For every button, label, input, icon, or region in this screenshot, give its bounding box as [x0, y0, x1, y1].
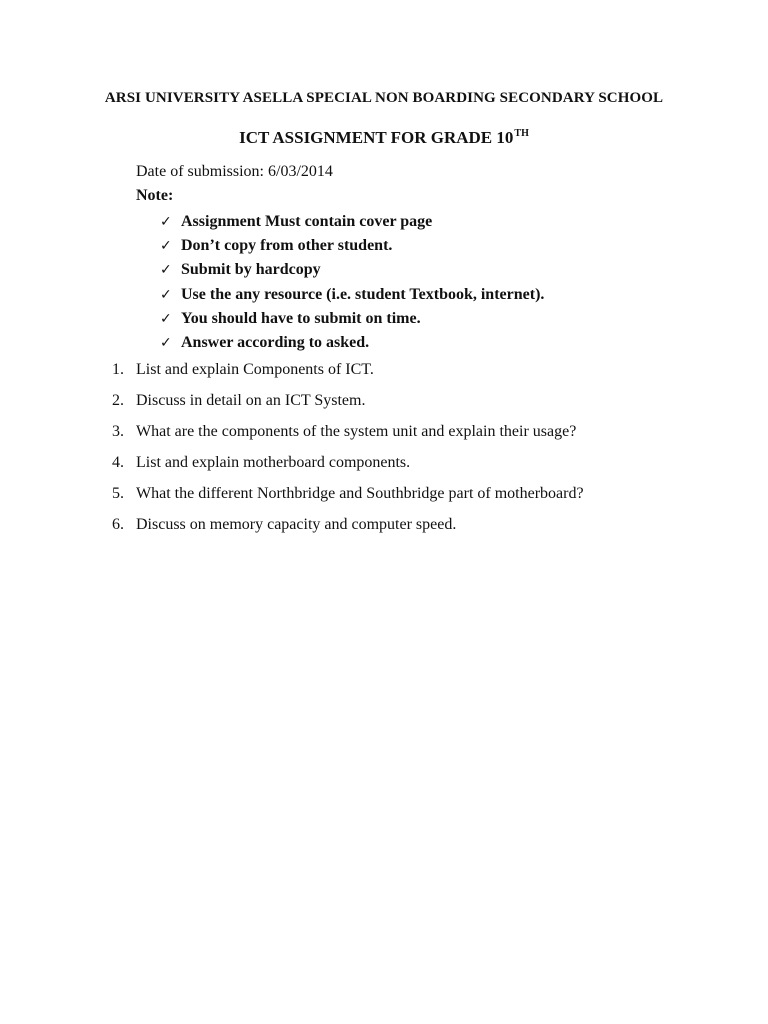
question-item [112, 478, 584, 509]
question-text: What are the components of the system unit and explain their usage? [136, 422, 577, 440]
checkmark-icon: ✓ [160, 310, 172, 327]
note-item-text: Assignment Must contain cover page [181, 213, 433, 231]
title-superscript: TH [514, 128, 529, 139]
question-item [112, 416, 584, 447]
note-list [160, 210, 544, 355]
question-item [112, 509, 584, 540]
checkmark-icon: ✓ [160, 286, 172, 303]
question-number: 6. [112, 515, 124, 533]
note-item [160, 331, 544, 355]
question-text: List and explain Components of ICT. [136, 360, 374, 378]
note-item [160, 283, 544, 307]
question-item [112, 385, 584, 416]
note-item-text: Answer according to asked. [181, 334, 370, 352]
school-name: ARSI UNIVERSITY ASELLA SPECIAL NON BOARDING SECONDARY SCHOOL [104, 90, 664, 106]
assignment-title-text: ICT ASSIGNMENT FOR GRADE 10 [239, 128, 514, 147]
note-item-text: You should have to submit on time. [181, 309, 421, 327]
question-text: Discuss on memory capacity and computer speed. [136, 515, 457, 533]
question-item [112, 354, 584, 385]
question-number: 3. [112, 422, 124, 440]
note-label: Note: [136, 187, 174, 204]
note-item [160, 210, 544, 234]
checkmark-icon: ✓ [160, 262, 172, 279]
question-list [112, 354, 584, 540]
question-number: 1. [112, 360, 124, 378]
note-item [160, 307, 544, 331]
note-item-text: Use the any resource (i.e. student Textbook, internet). [181, 285, 545, 303]
question-item [112, 447, 584, 478]
question-text: What the different Northbridge and Southbridge part of motherboard? [136, 484, 584, 502]
checkmark-icon: ✓ [160, 214, 172, 231]
checkmark-icon: ✓ [160, 335, 172, 352]
note-item [160, 234, 544, 258]
question-number: 2. [112, 391, 124, 409]
assignment-title [0, 128, 768, 148]
checkmark-icon: ✓ [160, 238, 172, 255]
note-item-text: Submit by hardcopy [181, 261, 321, 279]
question-text: List and explain motherboard components. [136, 453, 411, 471]
question-number: 4. [112, 453, 124, 471]
submission-date: Date of submission: 6/03/2014 [136, 163, 333, 180]
note-item-text: Don’t copy from other student. [181, 237, 393, 255]
note-item [160, 258, 544, 282]
question-text: Discuss in detail on an ICT System. [136, 391, 366, 409]
question-number: 5. [112, 484, 124, 502]
